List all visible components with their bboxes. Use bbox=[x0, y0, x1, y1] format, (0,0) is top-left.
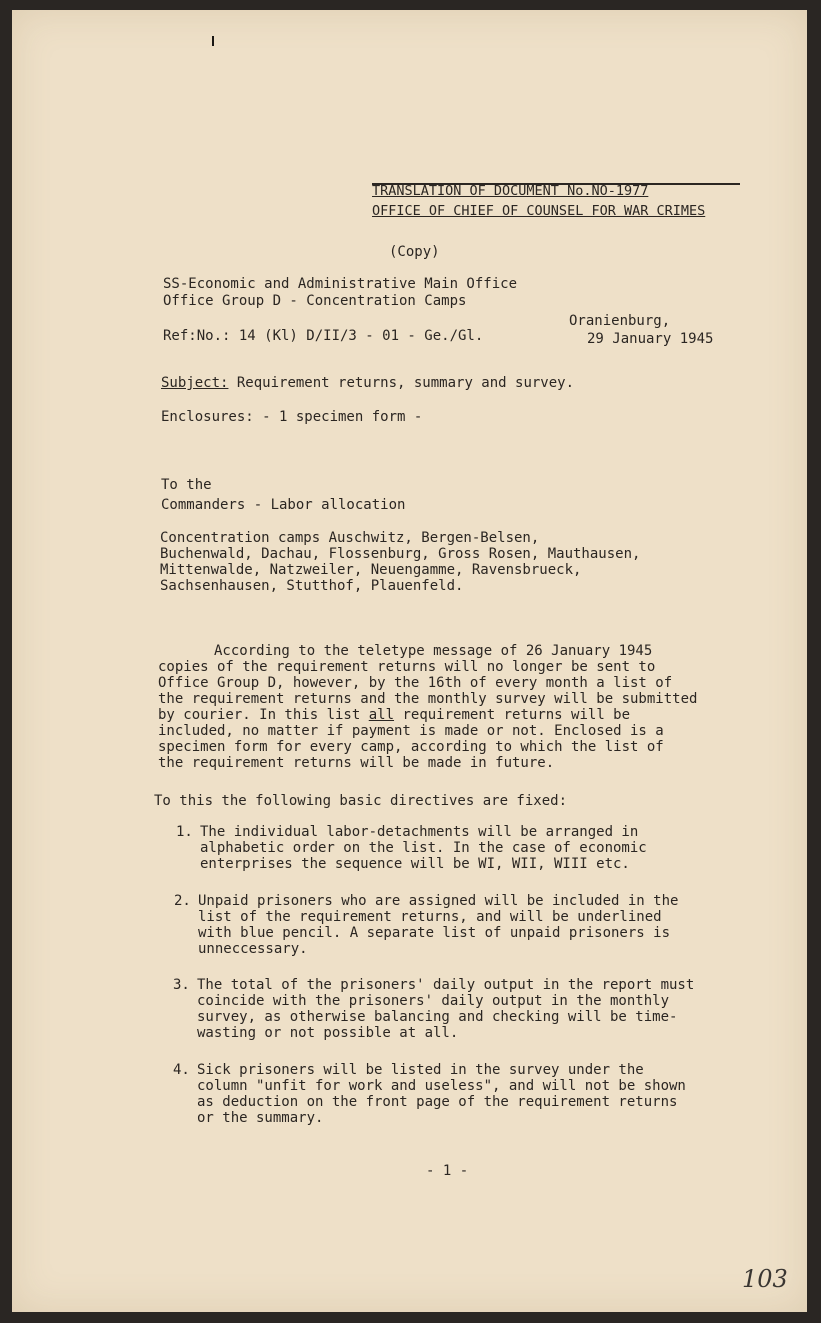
subject-text: Requirement returns, summary and survey. bbox=[236, 375, 575, 391]
directive-line: list of the requirement returns, and will be underlined bbox=[198, 909, 662, 925]
body-line: the requirement returns and the monthly survey will be submitted bbox=[158, 691, 698, 707]
directive-line: The total of the prisoners' daily output in the report must bbox=[197, 977, 695, 993]
directive-line: survey, as otherwise balancing and checking will be time- bbox=[197, 1009, 678, 1025]
directive-line: The individual labor-detachments will be arranged in bbox=[200, 824, 639, 840]
camps-line: Concentration camps Auschwitz, Bergen-Belsen, bbox=[160, 530, 540, 546]
place-label: Oranienburg, bbox=[569, 313, 671, 329]
directive-number: 1. bbox=[176, 824, 193, 840]
body-line: According to the teletype message of 26 January 1945 bbox=[214, 643, 653, 659]
directive-line: unneccessary. bbox=[198, 941, 308, 957]
directive-line: alphabetic order on the list. In the case of economic bbox=[200, 840, 647, 856]
body-line: included, no matter if payment is made or not. Enclosed is a bbox=[158, 723, 664, 739]
addressee-line-2: Commanders - Labor allocation bbox=[161, 497, 406, 513]
directive-line: coincide with the prisoners' daily output in the monthly bbox=[197, 993, 670, 1009]
directive-number: 2. bbox=[174, 893, 191, 909]
addressee-line-1: To the bbox=[161, 477, 212, 493]
copy-label: (Copy) bbox=[389, 244, 440, 260]
camps-line: Mittenwalde, Natzweiler, Neuengamme, Ravensbrueck, bbox=[160, 562, 582, 578]
document-date: 29 January 1945 bbox=[587, 331, 714, 347]
body-line: specimen form for every camp, according to which the list of bbox=[158, 739, 664, 755]
directive-line: as deduction on the front page of the requirement returns bbox=[197, 1094, 678, 1110]
header-office-line: OFFICE OF CHIEF OF COUNSEL FOR WAR CRIMES bbox=[372, 203, 706, 219]
directive-line: with blue pencil. A separate list of unpaid prisoners is bbox=[198, 925, 671, 941]
directive-line: enterprises the sequence will be WI, WII, WIII etc. bbox=[200, 856, 630, 872]
camps-line: Buchenwald, Dachau, Flossenburg, Gross Rosen, Mauthausen, bbox=[160, 546, 641, 562]
header-translation-line: TRANSLATION OF DOCUMENT No.NO-1977 bbox=[372, 183, 649, 199]
directive-number: 3. bbox=[173, 977, 190, 993]
body-line: Office Group D, however, by the 16th of every month a list of bbox=[158, 675, 673, 691]
body-line: copies of the requirement returns will no longer be sent to bbox=[158, 659, 656, 675]
reference-number: Ref:No.: 14 (Kl) D/II/3 - 01 - Ge./Gl. bbox=[163, 328, 484, 344]
directives-intro: To this the following basic directives are fixed: bbox=[154, 793, 568, 809]
sender-line-2: Office Group D - Concentration Camps bbox=[163, 293, 467, 309]
directive-line: column "unfit for work and useless", and will not be shown bbox=[197, 1078, 686, 1094]
directive-line: Unpaid prisoners who are assigned will be included in the bbox=[198, 893, 679, 909]
subject-label: Subject: bbox=[161, 375, 229, 391]
ink-mark bbox=[212, 36, 214, 46]
page-number: - 1 - bbox=[426, 1163, 469, 1179]
sender-line-1: SS-Economic and Administrative Main Office bbox=[163, 276, 518, 292]
body-line: the requirement returns will be made in future. bbox=[158, 755, 555, 771]
enclosures-line: Enclosures: - 1 specimen form - bbox=[161, 409, 423, 425]
body-line: by courier. In this list all requirement returns will be bbox=[158, 707, 631, 723]
document-page bbox=[12, 10, 807, 1312]
directive-number: 4. bbox=[173, 1062, 190, 1078]
handwritten-folio-number: 103 bbox=[742, 1265, 788, 1293]
directive-line: Sick prisoners will be listed in the survey under the bbox=[197, 1062, 644, 1078]
emphasis-all: all bbox=[368, 707, 395, 723]
body-paragraph bbox=[158, 643, 697, 771]
camps-list bbox=[160, 530, 640, 594]
directive-line: wasting or not possible at all. bbox=[197, 1025, 459, 1041]
camps-line: Sachsenhausen, Stutthof, Plauenfeld. bbox=[160, 578, 464, 594]
subject-line bbox=[161, 375, 574, 391]
directive-line: or the summary. bbox=[197, 1110, 324, 1126]
